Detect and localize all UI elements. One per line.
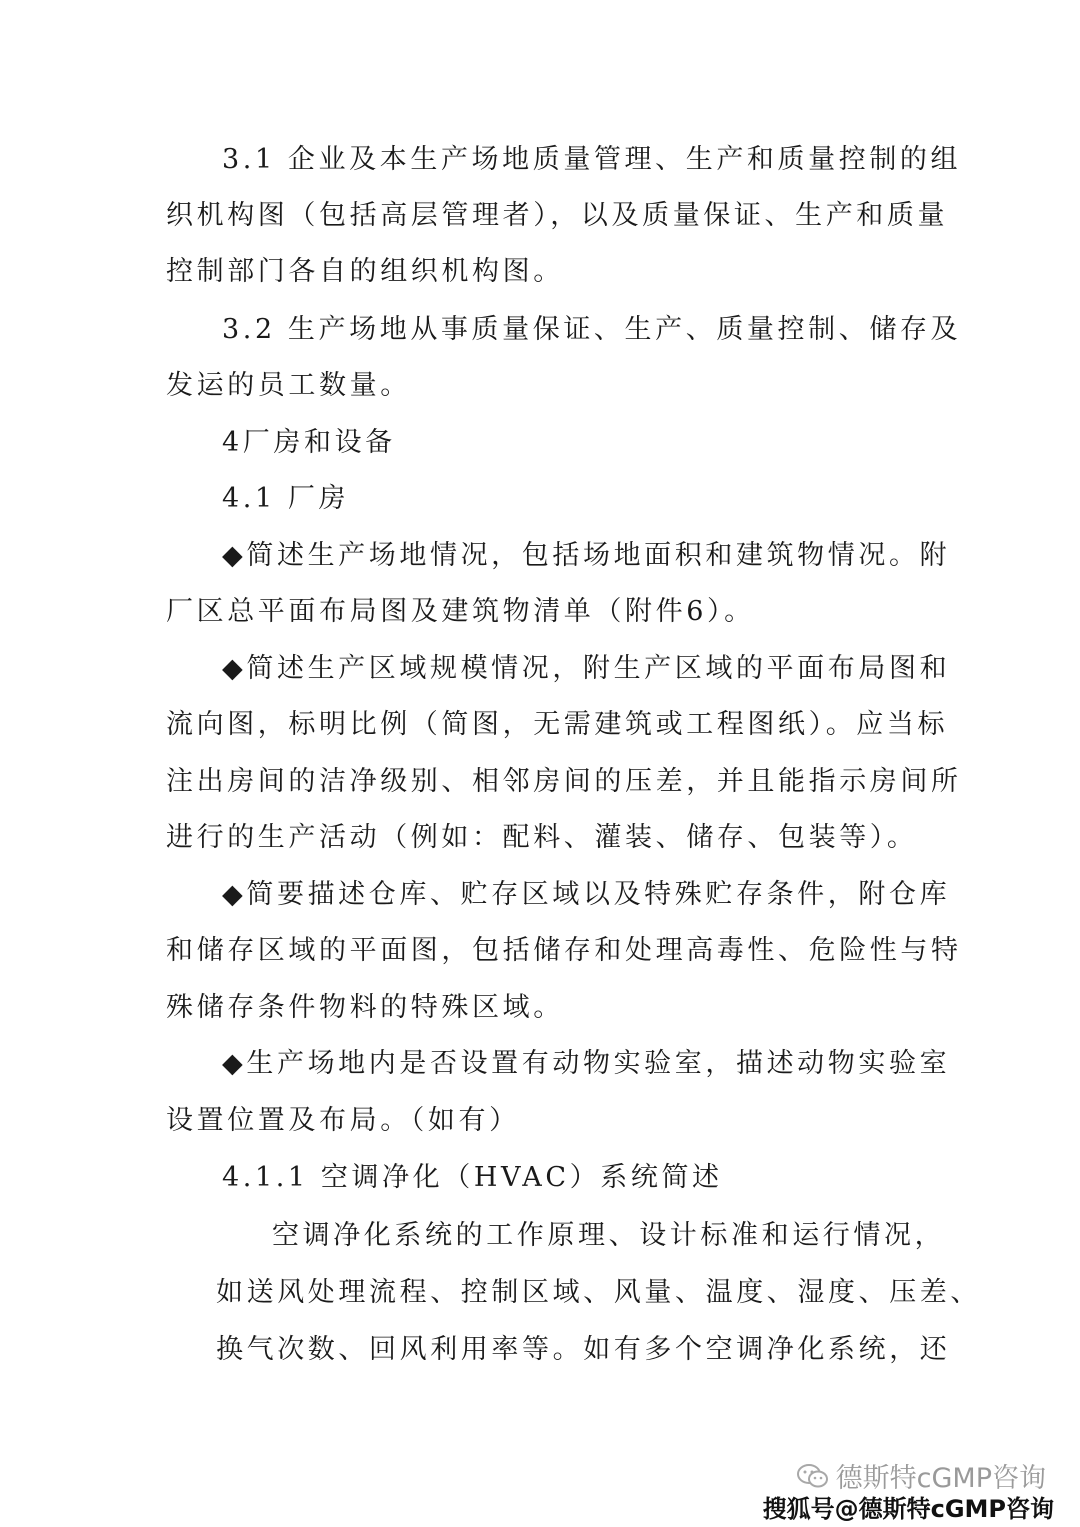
text-line: 空调净化系统的工作原理、设计标准和运行情况，: [272, 1220, 946, 1251]
text-line: 3.1 企业及本生产场地质量管理、生产和质量控制的组: [222, 144, 962, 175]
text-line: 殊储存条件物料的特殊区域。: [166, 992, 564, 1023]
bullet-line: ◆生产场地内是否设置有动物实验室，描述动物实验室: [222, 1048, 951, 1079]
text-line: 注出房间的洁净级别、相邻房间的压差，并且能指示房间所: [166, 766, 962, 797]
text-line: 换气次数、回风利用率等。如有多个空调净化系统，还: [216, 1334, 951, 1365]
text-line: 设置位置及布局。（如有）: [166, 1105, 520, 1136]
text-line: 3.2 生产场地从事质量保证、生产、质量控制、储存及: [222, 314, 962, 345]
bullet-line: ◆简要描述仓库、贮存区域以及特殊贮存条件，附仓库: [222, 879, 951, 910]
bullet-line: ◆简述生产场地情况，包括场地面积和建筑物情况。附: [222, 540, 951, 571]
text-line: 和储存区域的平面图，包括储存和处理高毒性、危险性与特: [166, 935, 962, 966]
wechat-watermark-text: 德斯特cGMP咨询: [835, 1463, 1046, 1494]
text-line: 如送风处理流程、控制区域、风量、温度、湿度、压差、: [216, 1277, 981, 1308]
text-line: 流向图，标明比例（简图，无需建筑或工程图纸）。应当标: [166, 709, 949, 740]
text-line: 控制部门各自的组织机构图。: [166, 256, 564, 287]
text-line: 发运的员工数量。: [166, 370, 411, 401]
subsection-heading: 4.1.1 空调净化（HVAC）系统简述: [222, 1162, 723, 1193]
wechat-icon: [796, 1462, 830, 1490]
text-line: 织机构图（包括高层管理者），以及质量保证、生产和质量: [166, 200, 949, 231]
bullet-line: ◆简述生产区域规模情况，附生产区域的平面布局图和: [222, 653, 951, 684]
text-line: 厂区总平面布局图及建筑物清单（附件6）。: [166, 596, 755, 627]
text-line: 进行的生产活动（例如：配料、灌装、储存、包装等）。: [166, 822, 918, 853]
section-heading: 4厂房和设备: [222, 427, 396, 458]
sohu-watermark: 搜狐号@德斯特cGMP咨询: [762, 1495, 1054, 1523]
subsection-heading: 4.1 厂房: [222, 483, 350, 514]
